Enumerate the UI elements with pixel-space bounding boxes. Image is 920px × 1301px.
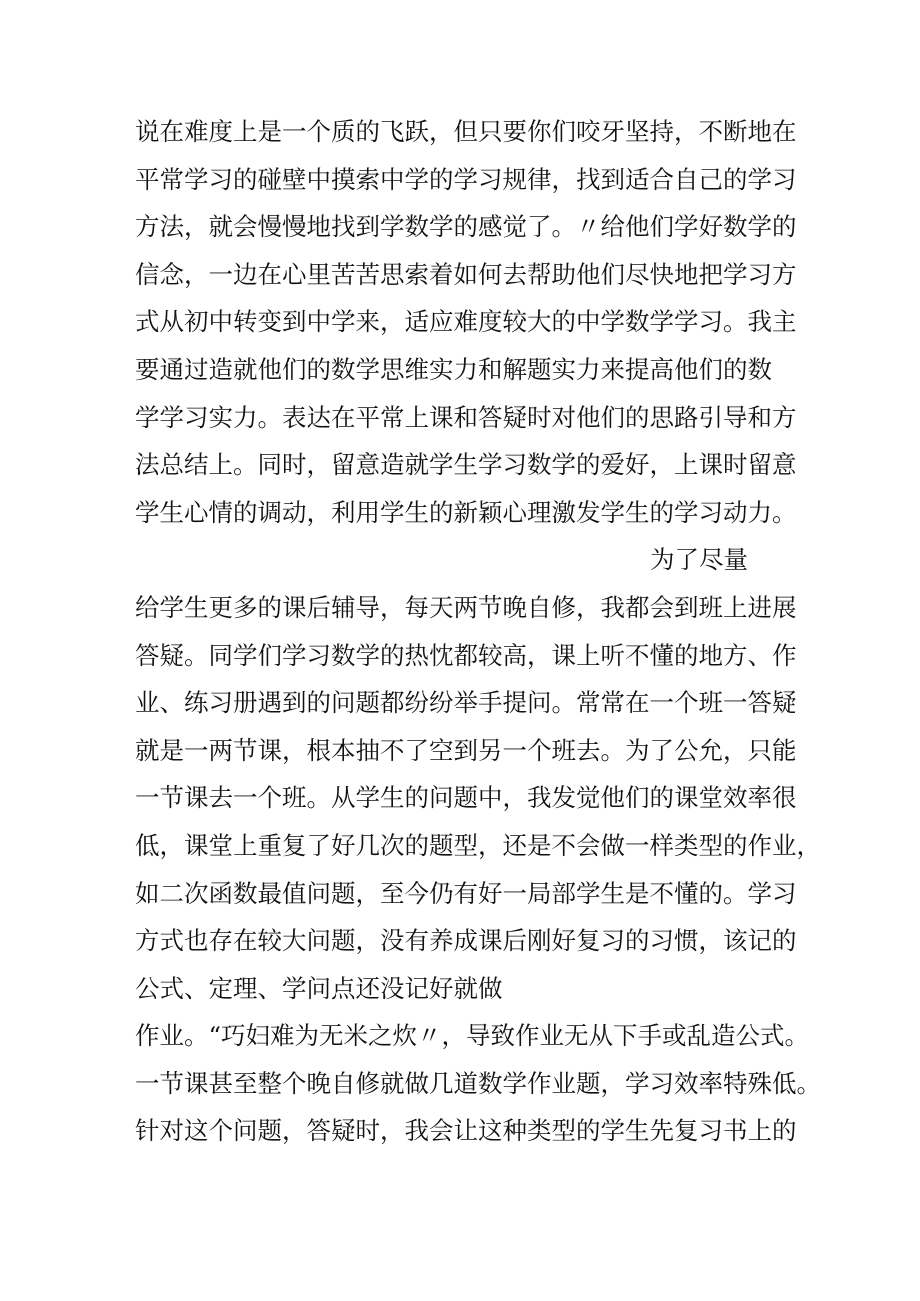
text-line: 法总结上。同时，留意造就学生学习数学的爱好，上课时留意 <box>135 450 797 480</box>
text-line: 式从初中转变到中学来，适应难度较大的中学数学学习。我主 <box>135 307 797 337</box>
text-line: 信念，一边在心里苦苦思索着如何去帮助他们尽快地把学习方 <box>135 259 797 289</box>
text-line: 学学习实力。表达在平常上课和答疑时对他们的思路引导和方 <box>135 402 797 432</box>
text-line: 业、练习册遇到的问题都纷纷举手提问。常常在一个班一答疑 <box>135 688 797 718</box>
text-line: 学生心情的调动，利用学生的新颖心理激发学生的学习动力。 <box>135 497 797 527</box>
text-line: 作业。“巧妇难为无米之炊〃，导致作业无从下手或乱造公式。 <box>135 1021 810 1051</box>
text-line: 针对这个问题，答疑时，我会让这种类型的学生先复习书上的 <box>135 1116 797 1146</box>
text-line: 平常学习的碰壁中摸索中学的学习规律，找到适合自己的学习 <box>135 164 797 194</box>
text-line: 方式也存在较大问题，没有养成课后刚好复习的习惯，该记的 <box>135 926 797 956</box>
text-line: 低，课堂上重复了好几次的题型，还是不会做一样类型的作业， <box>135 830 821 860</box>
text-line: 方法，就会慢慢地找到学数学的感觉了。〃给他们学好数学的 <box>135 212 797 242</box>
text-line: 说在难度上是一个质的飞跃，但只要你们咬牙坚持，不断地在 <box>135 117 797 146</box>
text-line: 答疑。同学们学习数学的热忱都较高，课上听不懂的地方、作 <box>135 640 797 670</box>
text-line: 如二次函数最值问题，至今仍有好一局部学生是不懂的。学习 <box>135 878 797 908</box>
text-line: 给学生更多的课后辅导，每天两节晚自修，我都会到班上进展 <box>135 592 797 622</box>
text-line: 一节课去一个班。从学生的问题中，我发觉他们的课堂效率很 <box>135 783 797 813</box>
document-body <box>135 108 835 1155</box>
text-line-indented: 为了尽量 <box>650 545 748 575</box>
text-line: 要通过造就他们的数学思维实力和解题实力来提高他们的数 <box>135 354 772 384</box>
text-line: 就是一两节课，根本抽不了空到另一个班去。为了公允，只能 <box>135 735 797 765</box>
text-line: 公式、定理、学问点还没记好就做 <box>135 973 503 1003</box>
text-line: 一节课甚至整个晚自修就做几道数学作业题，学习效率特殊低。 <box>135 1068 821 1098</box>
